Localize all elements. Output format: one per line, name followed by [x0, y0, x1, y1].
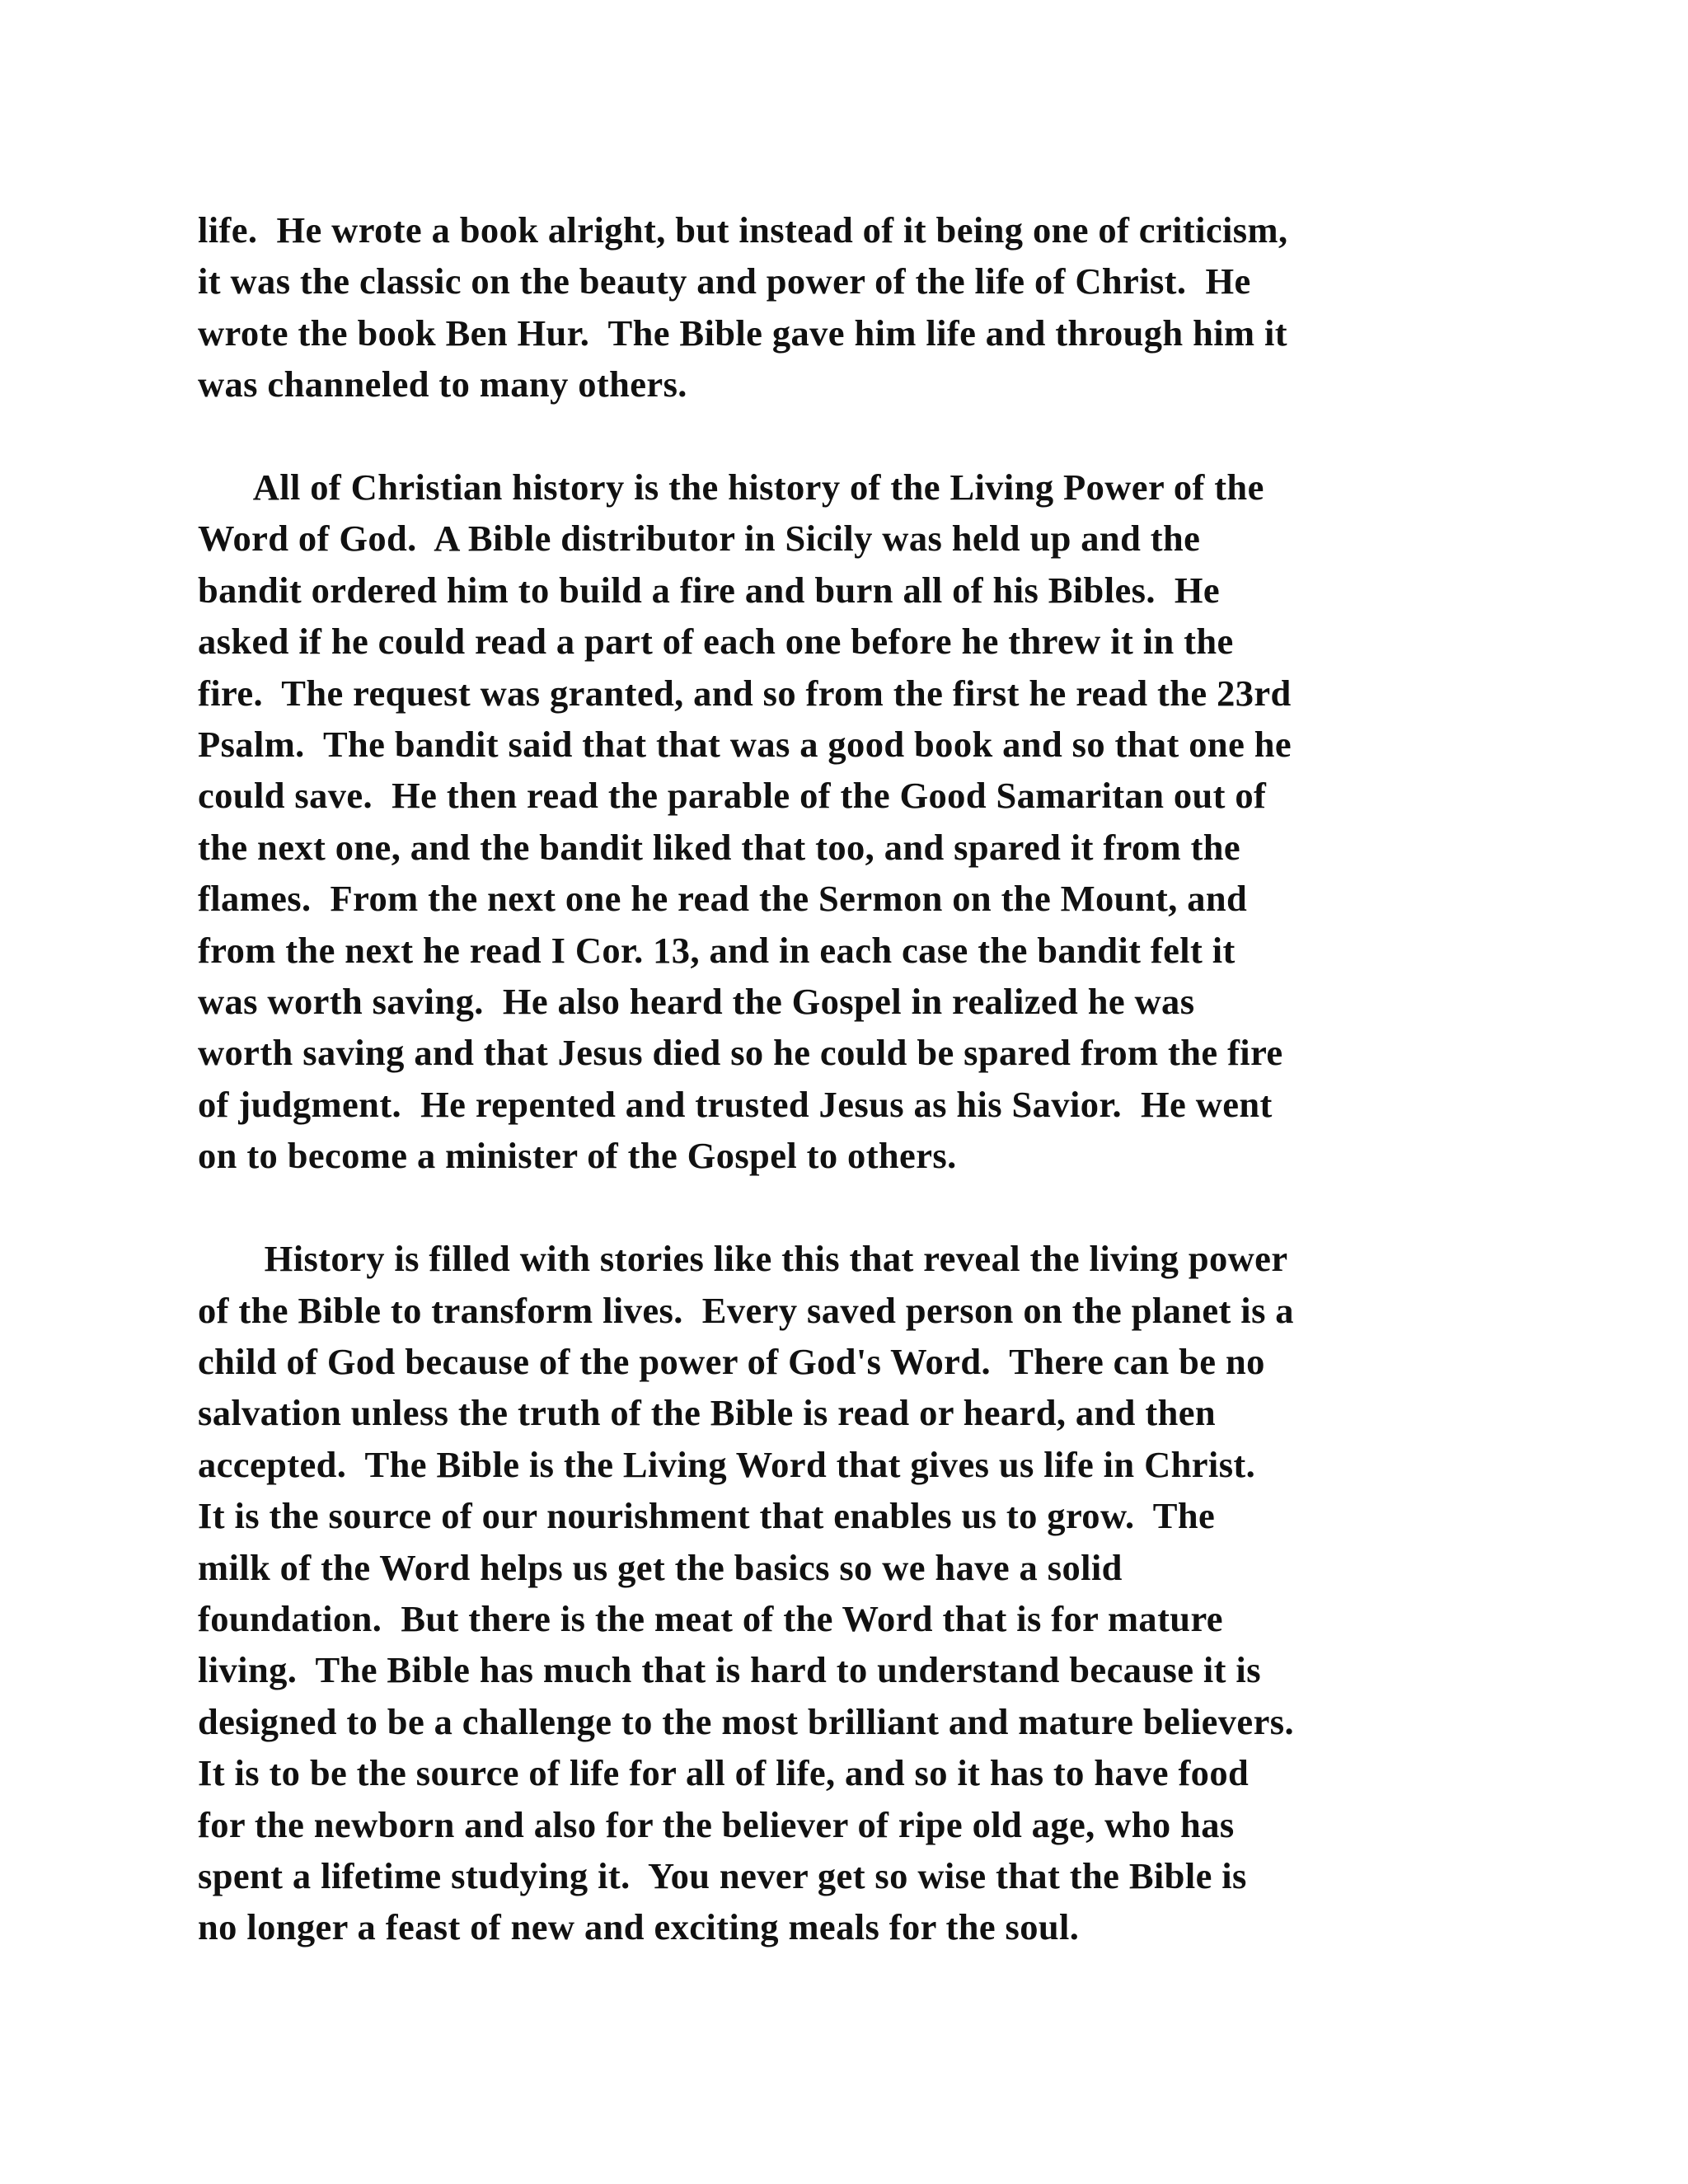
text-line: living. The Bible has much that is hard to understand because it is	[198, 1649, 1261, 1691]
text-line: foundation. But there is the meat of the Word that is for mature	[198, 1597, 1223, 1639]
text-line: It is to be the source of life for all of life, and so it has to have food	[198, 1752, 1250, 1794]
text-line: of judgment. He repented and trusted Jesus as his Savior. He went	[198, 1083, 1273, 1125]
text-line: on to become a minister of the Gospel to others.	[198, 1135, 957, 1177]
text-line: Psalm. The bandit said that that was a good book and so that one he	[198, 724, 1292, 766]
paragraph-gap	[198, 1182, 1500, 1233]
text-line: was channeled to many others.	[198, 363, 687, 405]
text-line: fire. The request was granted, and so from the first he read the 23rd	[198, 672, 1292, 714]
text-line: from the next he read I Cor. 13, and in each case the bandit felt it	[198, 929, 1236, 971]
document-body	[198, 204, 1500, 1953]
text-line: accepted. The Bible is the Living Word that gives us life in Christ.	[198, 1443, 1256, 1485]
text-line: worth saving and that Jesus died so he could be spared from the fire	[198, 1032, 1283, 1074]
text-line: life. He wrote a book alright, but instead of it being one of criticism,	[198, 209, 1288, 251]
text-line: the next one, and the bandit liked that too, and spared it from the	[198, 826, 1241, 868]
text-line: Word of God. A Bible distributor in Sicily was held up and the	[198, 518, 1201, 560]
text-line: History is filled with stories like this that reveal the living power	[198, 1238, 1288, 1280]
text-line: flames. From the next one he read the Sermon on the Mount, and	[198, 878, 1248, 920]
text-line: It is the source of our nourishment that enables us to grow. The	[198, 1495, 1216, 1537]
text-line: was worth saving. He also heard the Gospel in realized he was	[198, 981, 1195, 1023]
text-line: child of God because of the power of God's Word. There can be no	[198, 1340, 1265, 1382]
text-line: spent a lifetime studying it. You never get so wise that the Bible is	[198, 1854, 1247, 1896]
paragraph-3	[198, 1233, 1500, 1953]
text-line: salvation unless the truth of the Bible is read or heard, and then	[198, 1392, 1217, 1434]
text-line: for the newborn and also for the believer of ripe old age, who has	[198, 1803, 1235, 1845]
text-line: All of Christian history is the history of the Living Power of the	[198, 466, 1264, 509]
text-line: milk of the Word helps us get the basics so we have a solid	[198, 1546, 1123, 1588]
text-line: asked if he could read a part of each one before he threw it in the	[198, 621, 1234, 663]
text-line: designed to be a challenge to the most brilliant and mature believers.	[198, 1700, 1294, 1742]
text-line: could save. He then read the parable of the Good Samaritan out of	[198, 775, 1267, 817]
paragraph-1	[198, 204, 1500, 410]
paragraph-2	[198, 462, 1500, 1182]
text-line: of the Bible to transform lives. Every saved person on the planet is a	[198, 1289, 1294, 1331]
text-line: wrote the book Ben Hur. The Bible gave him life and through him it	[198, 312, 1287, 354]
paragraph-gap	[198, 410, 1500, 462]
text-line: no longer a feast of new and exciting meals for the soul.	[198, 1906, 1080, 1948]
text-line: it was the classic on the beauty and power of the life of Christ. He	[198, 260, 1251, 302]
text-line: bandit ordered him to build a fire and burn all of his Bibles. He	[198, 569, 1221, 611]
